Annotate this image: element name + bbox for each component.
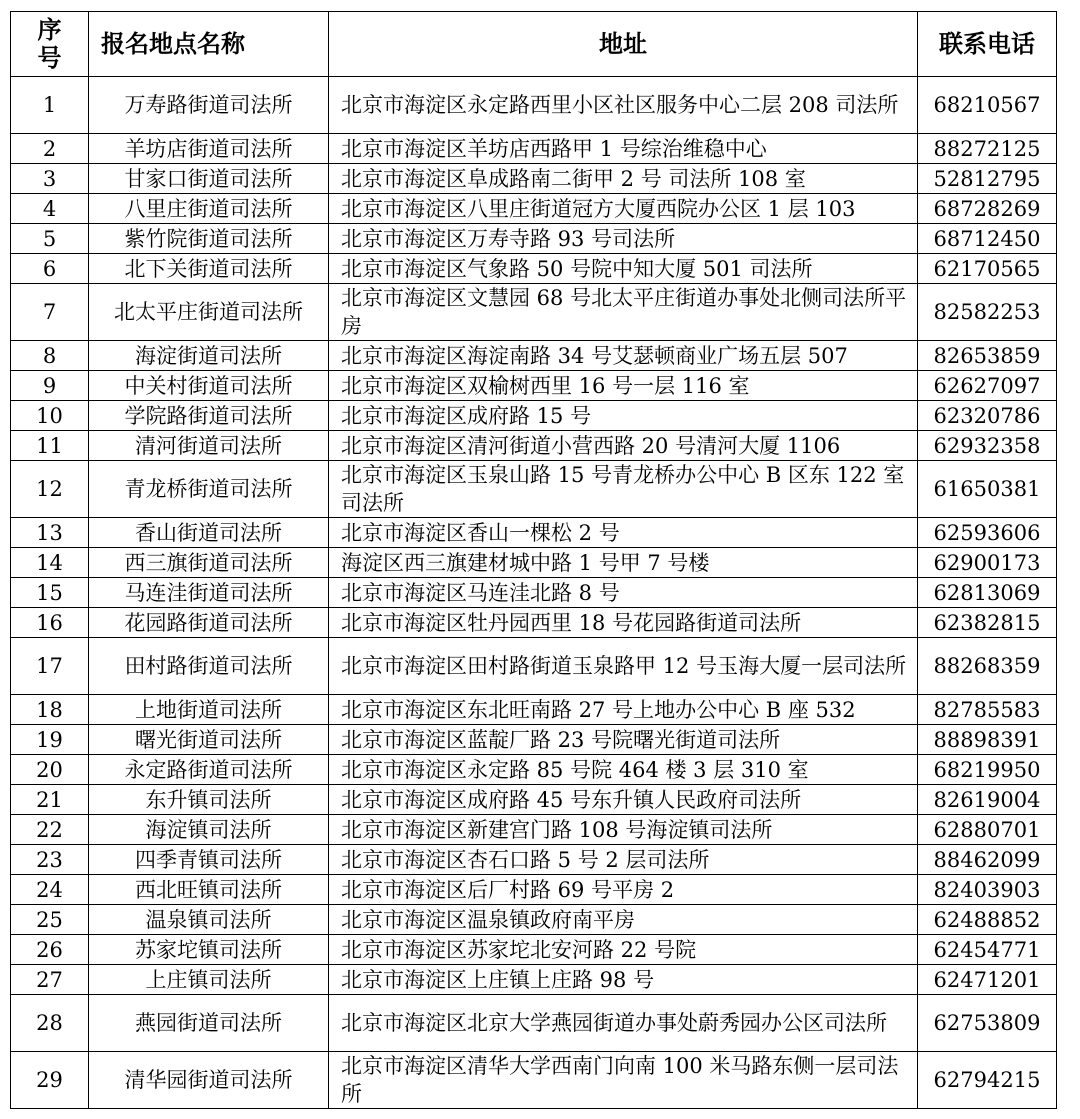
cell-serial-number: 4 — [11, 194, 89, 224]
cell-serial-number: 18 — [11, 695, 89, 725]
cell-phone: 62813069 — [918, 578, 1057, 608]
cell-address: 北京市海淀区杏石口路 5 号 2 层司法所 — [329, 845, 918, 875]
cell-phone: 62900173 — [918, 548, 1057, 578]
cell-address: 北京市海淀区上庄镇上庄路 98 号 — [329, 965, 918, 995]
cell-address: 北京市海淀区永定路 85 号院 464 楼 3 层 310 室 — [329, 755, 918, 785]
cell-serial-number: 6 — [11, 254, 89, 284]
cell-location-name: 八里庄街道司法所 — [89, 194, 329, 224]
cell-phone: 88462099 — [918, 845, 1057, 875]
cell-phone: 82582253 — [918, 284, 1057, 341]
cell-location-name: 西三旗街道司法所 — [89, 548, 329, 578]
cell-phone: 62488852 — [918, 905, 1057, 935]
cell-address: 北京市海淀区清河街道小营西路 20 号清河大厦 1106 — [329, 431, 918, 461]
cell-phone: 68219950 — [918, 755, 1057, 785]
registration-locations-table-container — [10, 11, 1057, 1109]
cell-serial-number: 10 — [11, 401, 89, 431]
cell-address: 北京市海淀区新建宫门路 108 号海淀镇司法所 — [329, 815, 918, 845]
cell-serial-number: 8 — [11, 341, 89, 371]
cell-serial-number: 17 — [11, 638, 89, 695]
table-row — [11, 578, 1057, 608]
cell-location-name: 中关村街道司法所 — [89, 371, 329, 401]
cell-serial-number: 20 — [11, 755, 89, 785]
cell-address: 北京市海淀区蓝靛厂路 23 号院曙光街道司法所 — [329, 725, 918, 755]
table-row — [11, 254, 1057, 284]
cell-serial-number: 15 — [11, 578, 89, 608]
cell-location-name: 马连洼街道司法所 — [89, 578, 329, 608]
cell-serial-number: 26 — [11, 935, 89, 965]
table-row — [11, 845, 1057, 875]
table-row — [11, 905, 1057, 935]
header-phone: 联系电话 — [918, 12, 1057, 77]
cell-location-name: 西北旺镇司法所 — [89, 875, 329, 905]
cell-phone: 88272125 — [918, 134, 1057, 164]
cell-address: 北京市海淀区成府路 15 号 — [329, 401, 918, 431]
cell-address: 北京市海淀区后厂村路 69 号平房 2 — [329, 875, 918, 905]
cell-serial-number: 11 — [11, 431, 89, 461]
cell-location-name: 紫竹院街道司法所 — [89, 224, 329, 254]
cell-location-name: 田村路街道司法所 — [89, 638, 329, 695]
cell-address: 北京市海淀区玉泉山路 15 号青龙桥办公中心 B 区东 122 室司法所 — [329, 461, 918, 518]
table-row — [11, 995, 1057, 1052]
cell-address: 北京市海淀区牡丹园西里 18 号花园路街道司法所 — [329, 608, 918, 638]
cell-address: 北京市海淀区八里庄街道冠方大厦西院办公区 1 层 103 — [329, 194, 918, 224]
cell-address: 北京市海淀区文慧园 68 号北太平庄街道办事处北侧司法所平房 — [329, 284, 918, 341]
cell-phone: 88268359 — [918, 638, 1057, 695]
cell-location-name: 四季青镇司法所 — [89, 845, 329, 875]
table-row — [11, 224, 1057, 254]
registration-locations-table — [10, 11, 1057, 1109]
cell-phone: 82619004 — [918, 785, 1057, 815]
table-row — [11, 755, 1057, 785]
table-row — [11, 815, 1057, 845]
cell-serial-number: 29 — [11, 1052, 89, 1109]
cell-location-name: 青龙桥街道司法所 — [89, 461, 329, 518]
cell-location-name: 羊坊店街道司法所 — [89, 134, 329, 164]
cell-phone: 82785583 — [918, 695, 1057, 725]
table-row — [11, 461, 1057, 518]
cell-phone: 68712450 — [918, 224, 1057, 254]
cell-location-name: 燕园街道司法所 — [89, 995, 329, 1052]
cell-address: 北京市海淀区永定路西里小区社区服务中心二层 208 司法所 — [329, 77, 918, 134]
cell-serial-number: 14 — [11, 548, 89, 578]
table-row — [11, 371, 1057, 401]
cell-phone: 62382815 — [918, 608, 1057, 638]
cell-serial-number: 28 — [11, 995, 89, 1052]
cell-serial-number: 2 — [11, 134, 89, 164]
header-serial-number: 序号 — [11, 12, 89, 77]
cell-phone: 88898391 — [918, 725, 1057, 755]
cell-serial-number: 3 — [11, 164, 89, 194]
cell-location-name: 北下关街道司法所 — [89, 254, 329, 284]
cell-address: 北京市海淀区东北旺南路 27 号上地办公中心 B 座 532 — [329, 695, 918, 725]
table-row — [11, 77, 1057, 134]
cell-location-name: 上地街道司法所 — [89, 695, 329, 725]
cell-location-name: 苏家坨镇司法所 — [89, 935, 329, 965]
table-row — [11, 935, 1057, 965]
table-row — [11, 548, 1057, 578]
table-row — [11, 284, 1057, 341]
table-row — [11, 785, 1057, 815]
cell-serial-number: 9 — [11, 371, 89, 401]
table-row — [11, 875, 1057, 905]
cell-phone: 62794215 — [918, 1052, 1057, 1109]
cell-location-name: 香山街道司法所 — [89, 518, 329, 548]
cell-location-name: 万寿路街道司法所 — [89, 77, 329, 134]
cell-phone: 82403903 — [918, 875, 1057, 905]
cell-phone: 62320786 — [918, 401, 1057, 431]
table-body — [11, 77, 1057, 1109]
cell-location-name: 温泉镇司法所 — [89, 905, 329, 935]
cell-serial-number: 13 — [11, 518, 89, 548]
table-row — [11, 638, 1057, 695]
cell-phone: 68728269 — [918, 194, 1057, 224]
cell-location-name: 花园路街道司法所 — [89, 608, 329, 638]
cell-location-name: 永定路街道司法所 — [89, 755, 329, 785]
table-row — [11, 341, 1057, 371]
cell-phone: 52812795 — [918, 164, 1057, 194]
header-address: 地址 — [329, 12, 918, 77]
cell-location-name: 海淀镇司法所 — [89, 815, 329, 845]
cell-address: 北京市海淀区香山一棵松 2 号 — [329, 518, 918, 548]
table-row — [11, 965, 1057, 995]
cell-phone: 62932358 — [918, 431, 1057, 461]
table-row — [11, 1052, 1057, 1109]
cell-address: 北京市海淀区北京大学燕园街道办事处蔚秀园办公区司法所 — [329, 995, 918, 1052]
cell-serial-number: 7 — [11, 284, 89, 341]
cell-address: 北京市海淀区成府路 45 号东升镇人民政府司法所 — [329, 785, 918, 815]
cell-address: 北京市海淀区羊坊店西路甲 1 号综治维稳中心 — [329, 134, 918, 164]
cell-phone: 62627097 — [918, 371, 1057, 401]
cell-location-name: 海淀街道司法所 — [89, 341, 329, 371]
cell-phone: 62170565 — [918, 254, 1057, 284]
cell-address: 北京市海淀区温泉镇政府南平房 — [329, 905, 918, 935]
cell-location-name: 曙光街道司法所 — [89, 725, 329, 755]
cell-phone: 62593606 — [918, 518, 1057, 548]
cell-serial-number: 16 — [11, 608, 89, 638]
cell-serial-number: 21 — [11, 785, 89, 815]
cell-phone: 62454771 — [918, 935, 1057, 965]
table-row — [11, 695, 1057, 725]
cell-address: 海淀区西三旗建材城中路 1 号甲 7 号楼 — [329, 548, 918, 578]
table-row — [11, 401, 1057, 431]
cell-address: 北京市海淀区阜成路南二街甲 2 号 司法所 108 室 — [329, 164, 918, 194]
cell-serial-number: 22 — [11, 815, 89, 845]
cell-address: 北京市海淀区马连洼北路 8 号 — [329, 578, 918, 608]
cell-location-name: 上庄镇司法所 — [89, 965, 329, 995]
cell-location-name: 学院路街道司法所 — [89, 401, 329, 431]
cell-location-name: 甘家口街道司法所 — [89, 164, 329, 194]
cell-location-name: 清河街道司法所 — [89, 431, 329, 461]
cell-phone: 62880701 — [918, 815, 1057, 845]
cell-address: 北京市海淀区苏家坨北安河路 22 号院 — [329, 935, 918, 965]
table-row — [11, 431, 1057, 461]
cell-serial-number: 23 — [11, 845, 89, 875]
table-row — [11, 518, 1057, 548]
cell-address: 北京市海淀区海淀南路 34 号艾瑟顿商业广场五层 507 — [329, 341, 918, 371]
table-row — [11, 725, 1057, 755]
cell-serial-number: 27 — [11, 965, 89, 995]
table-row — [11, 608, 1057, 638]
cell-address: 北京市海淀区田村路街道玉泉路甲 12 号玉海大厦一层司法所 — [329, 638, 918, 695]
cell-serial-number: 19 — [11, 725, 89, 755]
cell-phone: 62753809 — [918, 995, 1057, 1052]
cell-address: 北京市海淀区双榆树西里 16 号一层 116 室 — [329, 371, 918, 401]
cell-serial-number: 24 — [11, 875, 89, 905]
cell-location-name: 北太平庄街道司法所 — [89, 284, 329, 341]
cell-phone: 61650381 — [918, 461, 1057, 518]
cell-phone: 62471201 — [918, 965, 1057, 995]
table-header-row — [11, 12, 1057, 77]
cell-phone: 82653859 — [918, 341, 1057, 371]
cell-address: 北京市海淀区清华大学西南门向南 100 米马路东侧一层司法所 — [329, 1052, 918, 1109]
cell-serial-number: 25 — [11, 905, 89, 935]
table-row — [11, 164, 1057, 194]
cell-serial-number: 12 — [11, 461, 89, 518]
cell-address: 北京市海淀区气象路 50 号院中知大厦 501 司法所 — [329, 254, 918, 284]
cell-serial-number: 5 — [11, 224, 89, 254]
cell-location-name: 东升镇司法所 — [89, 785, 329, 815]
cell-address: 北京市海淀区万寿寺路 93 号司法所 — [329, 224, 918, 254]
cell-serial-number: 1 — [11, 77, 89, 134]
table-row — [11, 194, 1057, 224]
table-row — [11, 134, 1057, 164]
cell-location-name: 清华园街道司法所 — [89, 1052, 329, 1109]
cell-phone: 68210567 — [918, 77, 1057, 134]
header-location-name: 报名地点名称 — [89, 12, 329, 77]
